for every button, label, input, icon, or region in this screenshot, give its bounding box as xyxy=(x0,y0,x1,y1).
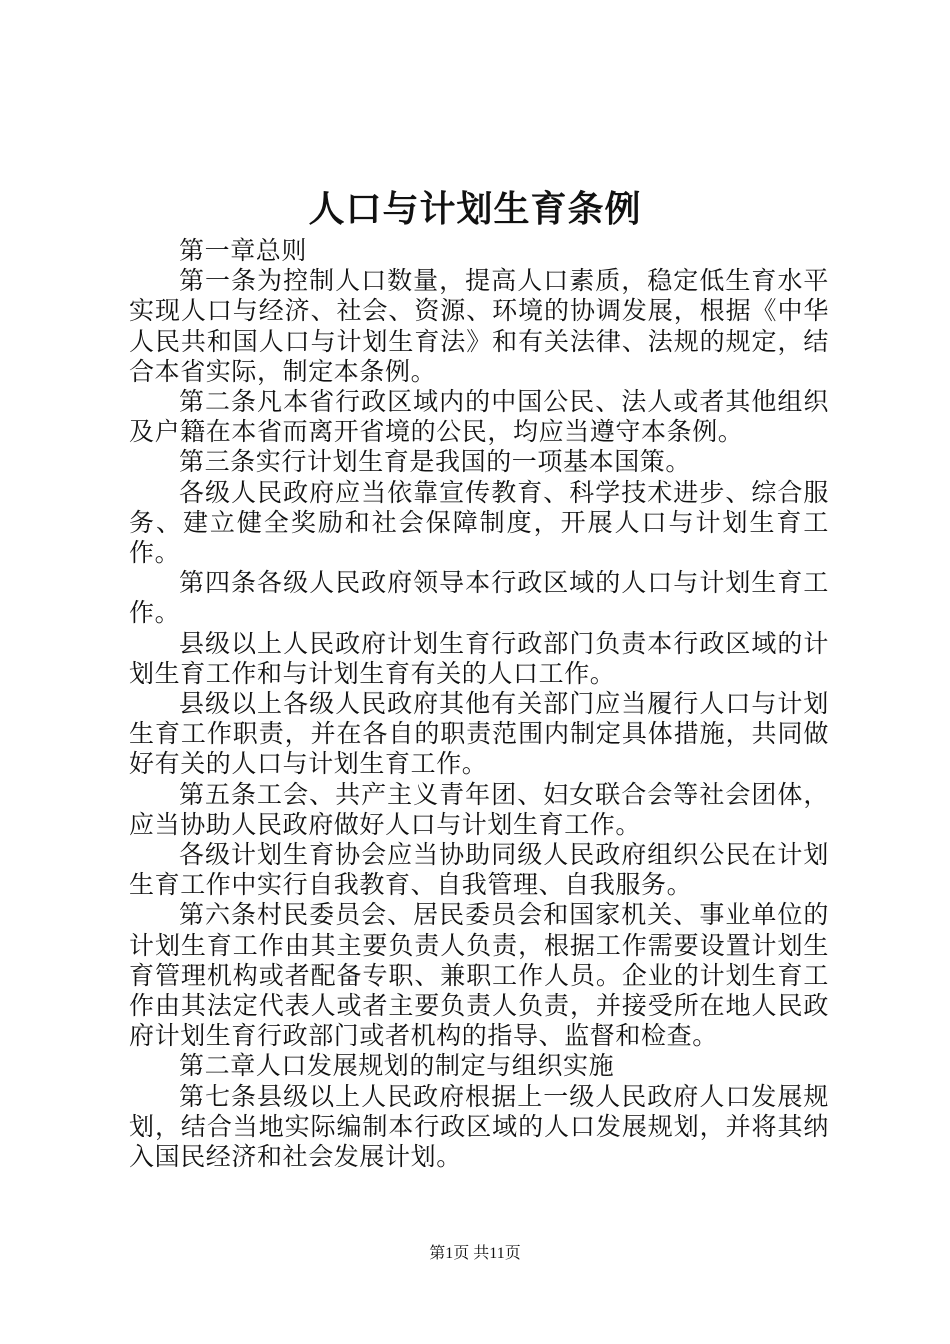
document-title: 人口与计划生育条例 xyxy=(308,188,642,230)
article-paragraph: 第一条为控制人口数量，提高人口素质，稳定低生育水平实现人口与经济、社会、资源、环境的协调发展，根据《中华人民共和国人口与计划生育法》和有关法律、法规的规定，结合本省实际，制定本条例。 xyxy=(129,266,829,386)
article-paragraph: 县级以上各级人民政府其他有关部门应当履行人口与计划生育工作职责，并在各自的职责范围内制定具体措施，共同做好有关的人口与计划生育工作。 xyxy=(129,689,829,779)
article-paragraph: 第七条县级以上人民政府根据上一级人民政府人口发展规划，结合当地实际编制本行政区域的人口发展规划，并将其纳入国民经济和社会发展计划。 xyxy=(129,1081,829,1172)
chapter-heading: 第一章总则 xyxy=(179,236,308,265)
page-number-footer: 第1页 共11页 xyxy=(429,1245,521,1262)
document-body xyxy=(129,236,829,1172)
article-paragraph: 第四条各级人民政府领导本行政区域的人口与计划生育工作。 xyxy=(129,568,829,628)
article-paragraph: 各级人民政府应当依靠宣传教育、科学技术进步、综合服务、建立健全奖励和社会保障制度，开展人口与计划生育工作。 xyxy=(129,477,829,568)
article-paragraph: 第三条实行计划生育是我国的一项基本国策。 xyxy=(179,447,692,477)
article-paragraph: 第六条村民委员会、居民委员会和国家机关、事业单位的计划生育工作由其主要负责人负责，根据工作需要设置计划生育管理机构或者配备专职、兼职工作人员。企业的计划生育工作由其法定代表人或者主要负责人负责，并接受所在地人民政府计划生育行政部门或者机构的指导、监督和检查。 xyxy=(129,900,829,1051)
article-paragraph: 各级计划生育协会应当协助同级人民政府组织公民在计划生育工作中实行自我教育、自我管理、自我服务。 xyxy=(129,840,829,900)
article-paragraph: 第二条凡本省行政区域内的中国公民、法人或者其他组织及户籍在本省而离开省境的公民，均应当遵守本条例。 xyxy=(129,387,829,447)
article-paragraph: 县级以上人民政府计划生育行政部门负责本行政区域的计划生育工作和与计划生育有关的人口工作。 xyxy=(129,628,829,688)
article-paragraph: 第五条工会、共产主义青年团、妇女联合会等社会团体，应当协助人民政府做好人口与计划生育工作。 xyxy=(129,779,829,839)
chapter-heading: 第二章人口发展规划的制定与组织实施 xyxy=(179,1051,615,1081)
